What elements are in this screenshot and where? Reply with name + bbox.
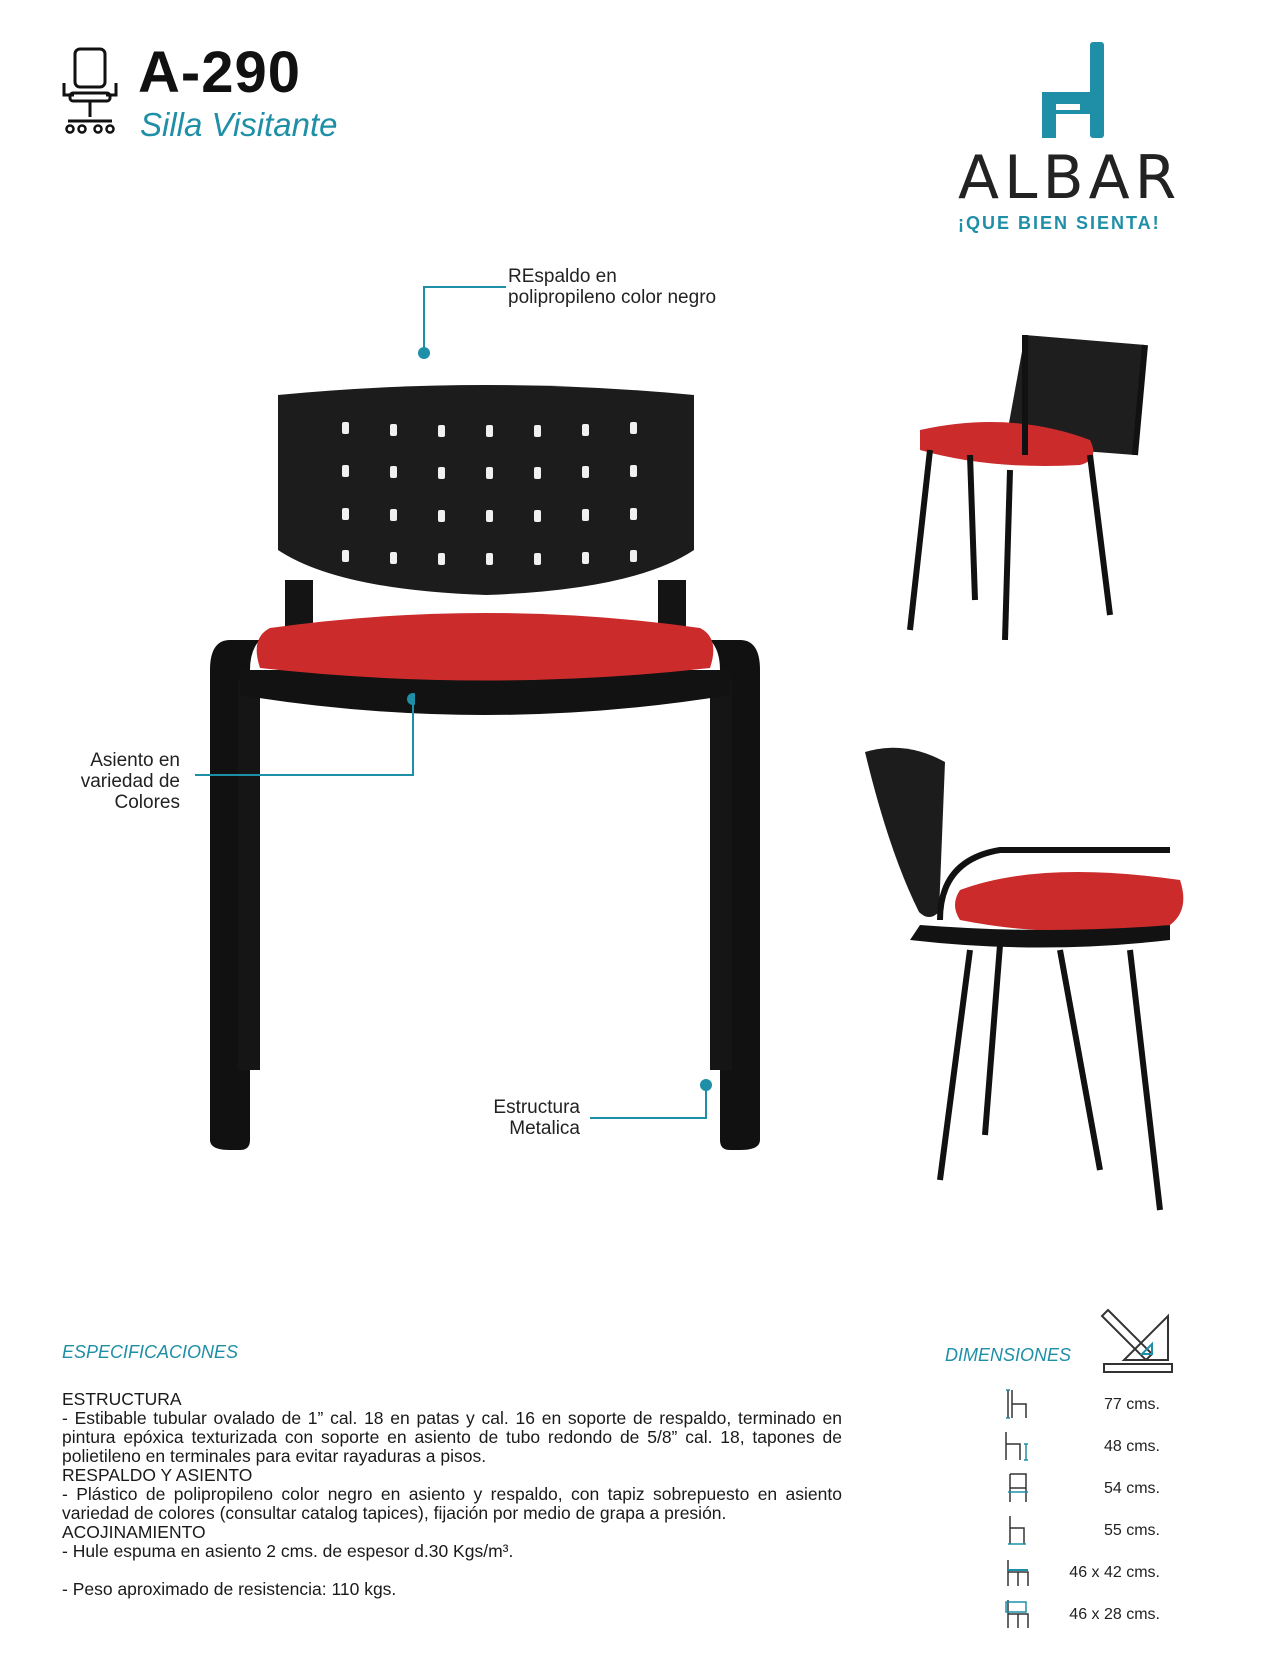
- callout-seat-line-2: variedad de: [80, 771, 180, 792]
- brand-slogan: ¡QUE BIEN SIENTA!: [958, 213, 1161, 233]
- callout-line-backrest: [400, 283, 510, 363]
- dimension-row-height: [1000, 1388, 1160, 1422]
- brand-name: ALBAR: [958, 143, 1182, 213]
- spec-line: - Estibable tubular ovalado de 1” cal. 18 en patas y cal. 16 en soporte de respaldo, terminado en pintura epóxica texturizada con soporte en asiento de tubo redondo de 5/8” cal. 18, tapones de polietileno en terminales para evitar rayaduras a pisos.: [62, 1408, 842, 1466]
- specifications-title: ESPECIFICACIONES: [62, 1342, 239, 1362]
- drafting-tools-icon: [1100, 1306, 1176, 1376]
- callout-seat-line-1: Asiento en: [90, 750, 180, 771]
- dimensions-title: DIMENSIONES: [945, 1345, 1072, 1365]
- spec-line: ACOJINAMIENTO: [62, 1522, 206, 1542]
- callout-frame-line-1: Estructura: [493, 1097, 580, 1118]
- total-height-icon: [1002, 1388, 1034, 1420]
- chair-angle-image: [900, 330, 1150, 640]
- seat-height-icon: [1002, 1430, 1034, 1462]
- dimension-row-depth: [1000, 1514, 1160, 1548]
- spec-line: ESTRUCTURA: [62, 1389, 182, 1409]
- chair-side-image: [860, 740, 1190, 1220]
- dimension-value: 77 cms.: [1103, 1396, 1160, 1413]
- seat-size-icon: [1002, 1556, 1034, 1588]
- callout-seat: [40, 750, 180, 813]
- specifications-body: [62, 1390, 842, 1599]
- spec-line: - Hule espuma en asiento 2 cms. de espesor d.30 Kgs/m³.: [62, 1541, 514, 1561]
- model-name: Silla Visitante: [140, 106, 338, 143]
- callout-backrest-line-1: REspaldo en: [508, 266, 617, 287]
- dimension-row-backrest-size: [1000, 1598, 1160, 1632]
- spec-line: RESPALDO Y ASIENTO: [62, 1465, 253, 1485]
- dimension-value: 46 x 42 cms.: [1069, 1564, 1160, 1581]
- callout-backrest-line-2: polipropileno color negro: [508, 287, 717, 308]
- dimension-value: 46 x 28 cms.: [1069, 1606, 1160, 1623]
- dimension-row-seat-height: [1000, 1430, 1160, 1464]
- model-code: A-290: [138, 40, 301, 105]
- office-chair-icon: [60, 45, 120, 140]
- callout-frame: [420, 1097, 580, 1139]
- callout-line-frame: [590, 1075, 715, 1125]
- depth-icon: [1002, 1514, 1034, 1546]
- callout-seat-line-3: Colores: [114, 792, 180, 813]
- dimension-value: 48 cms.: [1103, 1438, 1160, 1455]
- dimension-value: 54 cms.: [1103, 1480, 1160, 1497]
- backrest-size-icon: [1002, 1598, 1034, 1630]
- callout-frame-line-2: Metalica: [509, 1118, 580, 1139]
- callout-line-seat: [195, 685, 415, 785]
- dimension-value: 55 cms.: [1103, 1522, 1160, 1539]
- dimension-row-seat-size: [1000, 1556, 1160, 1590]
- dimension-row-width: [1000, 1472, 1160, 1506]
- callout-backrest: [508, 266, 716, 308]
- spec-line: - Plástico de polipropileno color negro en asiento y respaldo, con tapiz sobrepuesto en asiento variedad de colores (consultar catalog tapices), fijación por medio de grapa a presión.: [62, 1484, 842, 1523]
- spec-line: [62, 1561, 842, 1580]
- width-icon: [1002, 1472, 1034, 1504]
- spec-line: - Peso aproximado de resistencia: 110 kgs.: [62, 1579, 397, 1599]
- albar-chair-logo: [1032, 42, 1114, 140]
